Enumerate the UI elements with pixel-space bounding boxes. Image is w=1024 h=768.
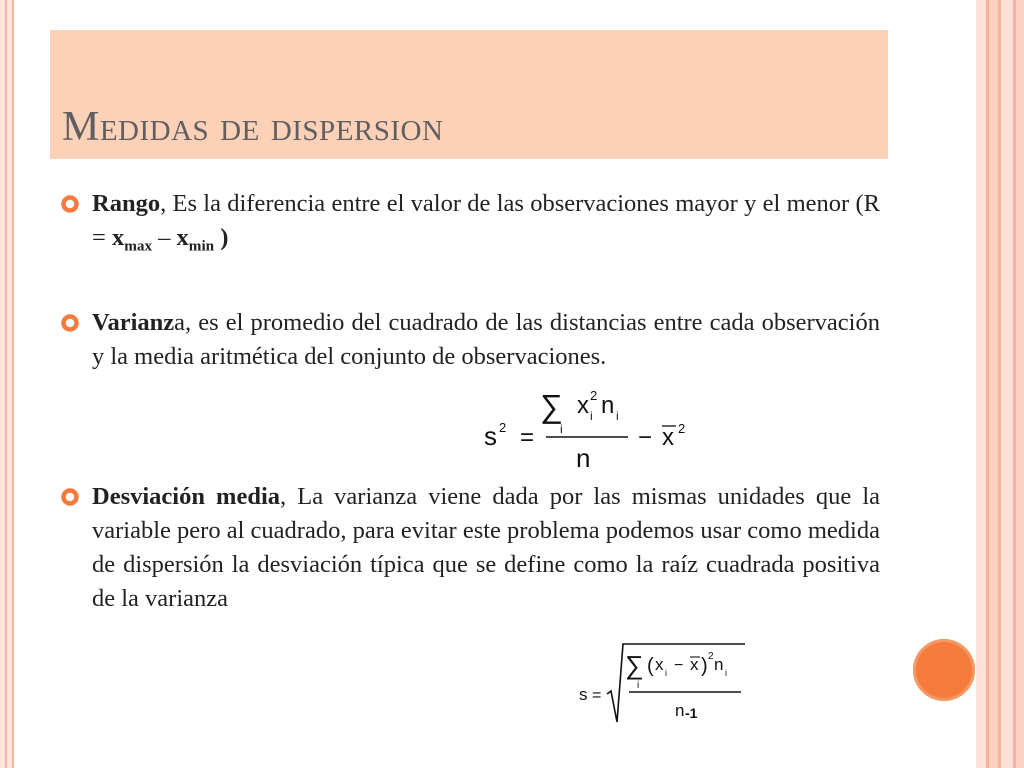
formula-close: ) [214, 224, 229, 251]
formula-denominator: n [675, 701, 685, 720]
formula-x: x [655, 655, 664, 674]
formula-max: max [124, 237, 153, 255]
bullet-ring-icon [60, 194, 80, 214]
formula-minus: – [152, 224, 177, 251]
bullet-text [92, 306, 880, 374]
paren-open: ( [647, 655, 654, 677]
formula-xbar: x [662, 424, 674, 451]
formula-n: n [601, 392, 615, 419]
bullet-text [92, 480, 880, 616]
variance-formula [480, 383, 690, 473]
formula-x: x [176, 224, 189, 251]
term-rango: Rango [92, 190, 161, 217]
formula-minus: − [674, 657, 684, 674]
right-stripes-decoration [976, 0, 1024, 768]
slide-title: Medidas de dispersion [62, 104, 444, 150]
sum-icon: ∑ [625, 650, 644, 680]
term-varianza: Varianz [92, 309, 175, 336]
formula-minus-one: -1 [685, 705, 698, 721]
bullet-desviacion [60, 480, 880, 616]
term-desviacion: Desviación media [92, 483, 281, 510]
formula-n: n [714, 655, 724, 674]
formula-exp: 2 [590, 388, 598, 403]
formula-x: x [111, 224, 125, 251]
paren-close: ) [701, 655, 708, 677]
formula-s: s [579, 685, 588, 704]
bullet-body: a, es el promedio del cuadrado de las distancias entre cada observación y la media aritmética del conjunto de observaciones. [92, 309, 880, 370]
formula-x: x [577, 392, 589, 419]
formula-minus: − [638, 424, 653, 451]
bullet-body: , La varianza viene dada por las mismas unidades que la variable pero al cuadrado, para evitar este problema podemos usar como medida de dispersión la desviación típica que se define como la raíz cuadrada positiva de la varianza [92, 483, 880, 612]
sd-formula [577, 640, 749, 728]
formula-sub-i: i [590, 409, 593, 423]
bullet-ring-icon [60, 487, 80, 507]
formula-eq: = [592, 687, 602, 704]
formula-sub-i: i [560, 422, 563, 436]
bullet-body: , Es la diferencia entre el valor de las observaciones mayor y el menor (R = [92, 190, 880, 251]
formula-exp: 2 [678, 421, 686, 436]
bullet-varianza [60, 306, 880, 374]
sum-icon: ∑ [540, 388, 563, 424]
decorative-circle [913, 639, 975, 701]
formula-sub-i: i [725, 668, 727, 678]
formula-denominator: n [576, 443, 591, 473]
formula-xbar: x [690, 655, 699, 674]
formula-s: s [484, 421, 497, 451]
formula-sub-i: i [665, 668, 667, 678]
formula-sub-i: i [637, 680, 640, 691]
bullet-ring-icon [60, 313, 80, 333]
formula-min: min [188, 237, 215, 255]
bullet-text [92, 187, 880, 255]
bullet-rango [60, 187, 880, 255]
formula-sub-i: i [616, 409, 619, 423]
left-border-decoration [0, 0, 14, 768]
formula-exp: 2 [499, 420, 507, 435]
formula-eq: = [520, 424, 535, 451]
formula-exp: 2 [708, 651, 714, 662]
